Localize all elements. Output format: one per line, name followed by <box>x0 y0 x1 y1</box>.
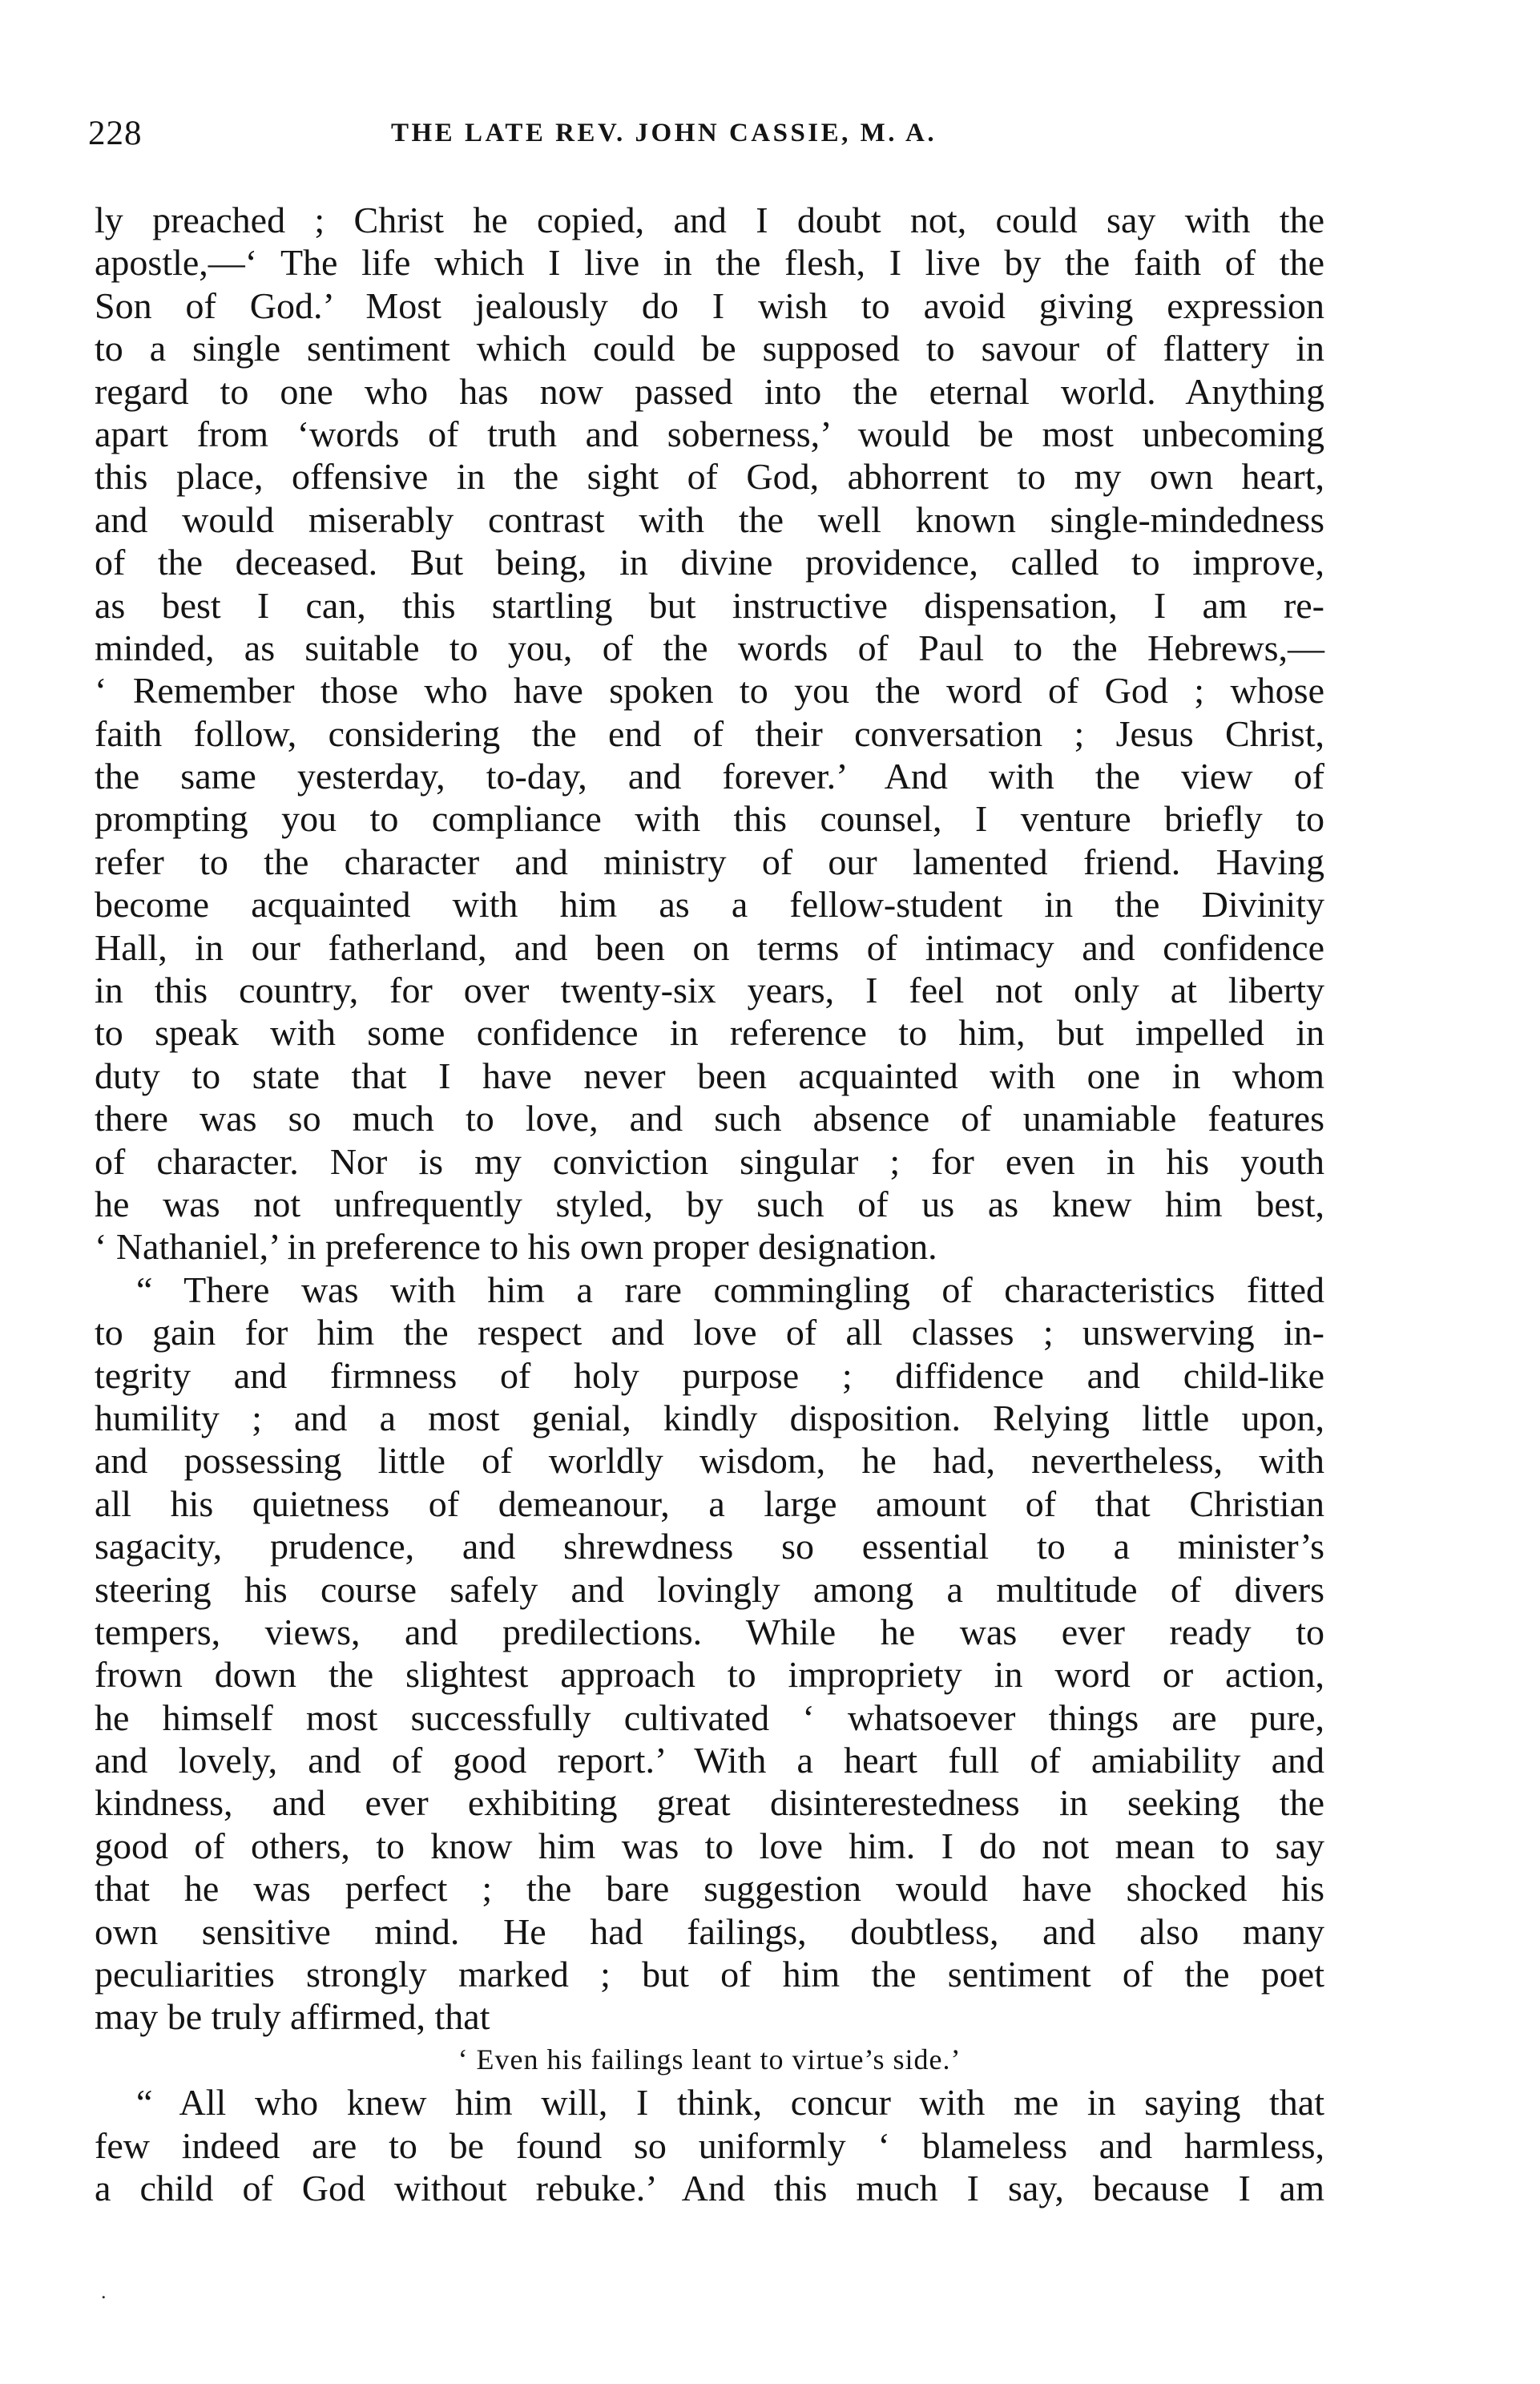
text-line: to speak with some confidence in reference to him, but impelled in <box>95 1012 1324 1054</box>
text-line: duty to state that I have never been acquainted with one in whom <box>95 1055 1324 1096</box>
text-line: apostle,—‘ The life which I live in the flesh, I live by the faith of the <box>95 242 1324 284</box>
text-line: there was so much to love, and such absence of unamiable features <box>95 1098 1324 1140</box>
text-line: to a single sentiment which could be supposed to savour of flattery in <box>95 328 1324 369</box>
text-line: prompting you to compliance with this counsel, I venture briefly to <box>95 798 1324 840</box>
text-line: frown down the slightest approach to impropriety in word or action, <box>95 1654 1324 1696</box>
text-line: regard to one who has now passed into the eternal world. Anything <box>95 370 1324 412</box>
text-line: kindness, and ever exhibiting great disinterestedness in seeking the <box>95 1782 1324 1824</box>
text-line: all his quietness of demeanour, a large amount of that Christian <box>95 1482 1324 1524</box>
text-line: and lovely, and of good report.’ With a heart full of amiability and <box>95 1740 1324 1781</box>
text-line: few indeed are to be found so uniformly ‘ blameless and harmless, <box>95 2124 1324 2166</box>
text-line: peculiarities strongly marked ; but of him the sentiment of the poet <box>95 1954 1324 1995</box>
text-line: faith follow, considering the end of their conversation ; Jesus Christ, <box>95 712 1324 754</box>
stray-mark: . <box>101 2280 107 2303</box>
text-line: steering his course safely and lovingly among a multitude of divers <box>95 1568 1324 1610</box>
text-line: apart from ‘words of truth and soberness,’ would be most unbecoming <box>95 413 1324 454</box>
text-line: this place, offensive in the sight of God, abhorrent to my own heart, <box>95 456 1324 498</box>
text-line: become acquainted with him as a fellow-student in the Divinity <box>95 884 1324 926</box>
text-line: in this country, for over twenty-six years, I feel not only at liberty <box>95 970 1324 1011</box>
text-line: tempers, views, and predilections. While he was ever ready to <box>95 1611 1324 1652</box>
text-line: may be truly affirmed, that <box>95 1996 490 2038</box>
text-line: ‘ Remember those who have spoken to you the word of God ; whose <box>95 670 1324 712</box>
text-line: “ There was with him a rare commingling of characteristics fitted <box>136 1269 1324 1310</box>
text-line: of the deceased. But being, in divine providence, called to improve, <box>95 542 1324 583</box>
text-line: refer to the character and ministry of our lamented friend. Having <box>95 841 1324 882</box>
page-number: 228 <box>88 115 143 152</box>
text-line: minded, as suitable to you, of the words of Paul to the Hebrews,— <box>95 627 1324 668</box>
text-line: that he was perfect ; the bare suggestion would have shocked his <box>95 1868 1324 1910</box>
text-line: good of others, to know him was to love him. I do not mean to say <box>95 1825 1324 1866</box>
text-line: to gain for him the respect and love of all classes ; unswerving in- <box>95 1312 1324 1353</box>
text-line: sagacity, prudence, and shrewdness so essential to a minister’s <box>95 1526 1324 1567</box>
text-line: the same yesterday, to-day, and forever.’ And with the view of <box>95 756 1324 797</box>
text-line: ly preached ; Christ he copied, and I doubt not, could say with the <box>95 200 1324 240</box>
text-line: humility ; and a most genial, kindly disposition. Relying little upon, <box>95 1397 1324 1438</box>
poem-quote-line: ‘ Even his failings leant to virtue’s side.’ <box>458 2043 961 2075</box>
text-line: ‘ Nathaniel,’ in preference to his own proper designation. <box>95 1226 937 1268</box>
text-line: and possessing little of worldly wisdom, he had, nevertheless, with <box>95 1440 1324 1482</box>
text-line: and would miserably contrast with the well known single-mindedness <box>95 498 1324 540</box>
text-line: as best I can, this startling but instructive dispensation, I am re- <box>95 584 1324 626</box>
page-header <box>88 114 1322 162</box>
text-line: he himself most successfully cultivated ‘ whatsoever things are pure, <box>95 1696 1324 1738</box>
text-line: he was not unfrequently styled, by such of us as knew him best, <box>95 1183 1324 1224</box>
text-line: “ All who knew him will, I think, concur with me in saying that <box>136 2082 1324 2124</box>
text-line: Son of God.’ Most jealously do I wish to avoid giving expression <box>95 284 1324 326</box>
body-text <box>95 199 1324 2209</box>
text-line: of character. Nor is my conviction singular ; for even in his youth <box>95 1140 1324 1182</box>
text-line: a child of God without rebuke.’ And this much I say, because I am <box>95 2167 1324 2209</box>
text-line: own sensitive mind. He had failings, doubtless, and also many <box>95 1910 1324 1952</box>
text-line: tegrity and firmness of holy purpose ; diffidence and child-like <box>95 1354 1324 1396</box>
text-line: Hall, in our fatherland, and been on terms of intimacy and confidence <box>95 926 1324 968</box>
running-head: THE LATE REV. JOHN CASSIE, M. A. <box>391 119 937 147</box>
